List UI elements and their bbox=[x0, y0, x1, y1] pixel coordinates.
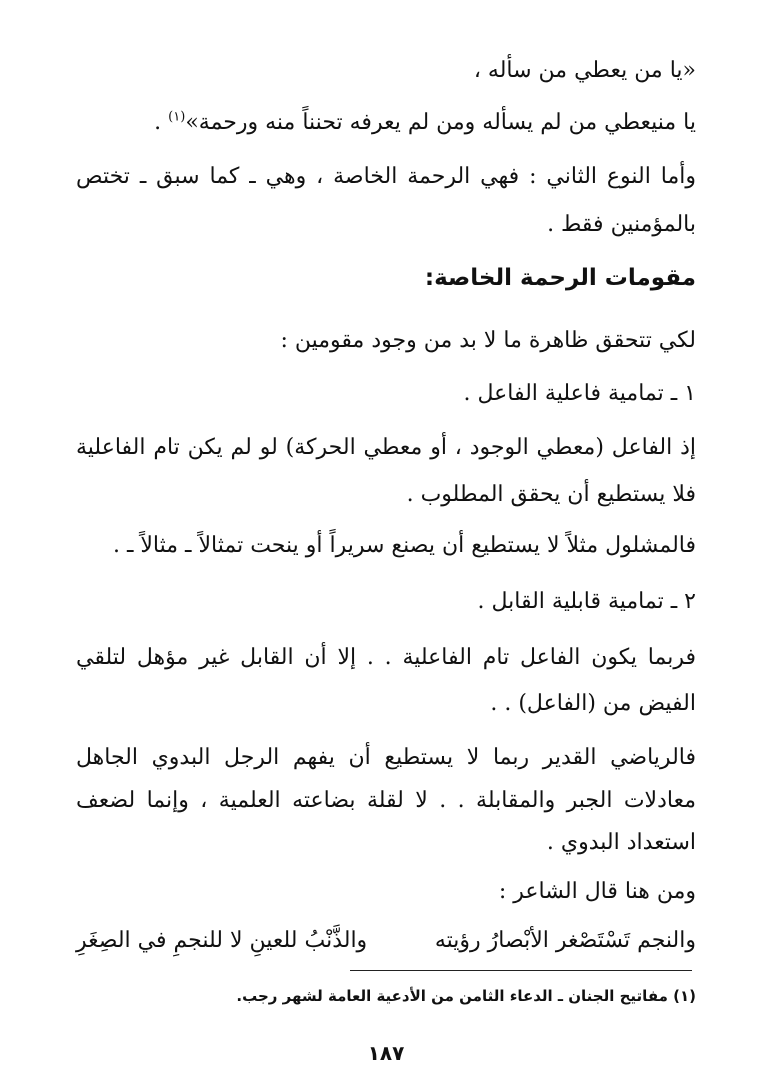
verse-first-hemistich: والنجم تَسْتَصْغر الأبْصارُ رؤيته bbox=[434, 928, 696, 953]
footnote-reference: (١) bbox=[168, 109, 186, 125]
section-heading: مقومات الرحمة الخاصة: bbox=[424, 265, 696, 291]
text-line: فالرياضي القدير ربما لا يستطيع أن يفهم الرجل البدوي الجاهل bbox=[76, 745, 696, 770]
text-line: فربما يكون الفاعل تام الفاعلية . . إلا أن القابل غير مؤهل لتلقي bbox=[76, 645, 696, 670]
footnote-separator bbox=[350, 970, 692, 971]
list-item: ١ ـ تمامية فاعلية الفاعل . bbox=[463, 381, 696, 406]
text-line bbox=[154, 108, 696, 138]
text-line: الفيض من (الفاعل) . . bbox=[490, 691, 696, 716]
text-line: بالمؤمنين فقط . bbox=[547, 212, 696, 237]
text-line: إذ الفاعل (معطي الوجود ، أو معطي الحركة) لو لم يكن تام الفاعلية bbox=[76, 435, 696, 460]
text-line: استعداد البدوي . bbox=[546, 830, 696, 855]
text-line: فالمشلول مثلاً لا يستطيع أن يصنع سريراً أو ينحت تمثالاً ـ مثالاً ـ . bbox=[112, 533, 696, 558]
text-line: «يا من يعطي من سأله ، bbox=[473, 58, 696, 83]
text-line: وأما النوع الثاني : فهي الرحمة الخاصة ، وهي ـ كما سبق ـ تختص bbox=[76, 164, 696, 189]
poetry-verse bbox=[76, 924, 696, 958]
text-span: . bbox=[154, 110, 169, 135]
text-line: فلا يستطيع أن يحقق المطلوب . bbox=[406, 482, 696, 507]
page-number: ١٨٧ bbox=[367, 1041, 405, 1065]
text-line: ومن هنا قال الشاعر : bbox=[498, 879, 696, 904]
text-line: لكي تتحقق ظاهرة ما لا بد من وجود مقومين : bbox=[280, 328, 696, 353]
verse-second-hemistich: والذَّنْبُ للعينِ لا للنجمِ في الصِغَرِ bbox=[76, 928, 368, 953]
text-line: معادلات الجبر والمقابلة . . لا لقلة بضاعته العلمية ، وإنما لضعف bbox=[76, 788, 696, 813]
list-item: ٢ ـ تمامية قابلية القابل . bbox=[477, 589, 696, 614]
text-span: يا منيعطي من لم يسأله ومن لم يعرفه تحنناً منه ورحمة» bbox=[185, 110, 696, 135]
footnote: (١) مفاتيح الجنان ـ الدعاء الثامن من الأدعية العامة لشهر رجب. bbox=[236, 987, 696, 1005]
